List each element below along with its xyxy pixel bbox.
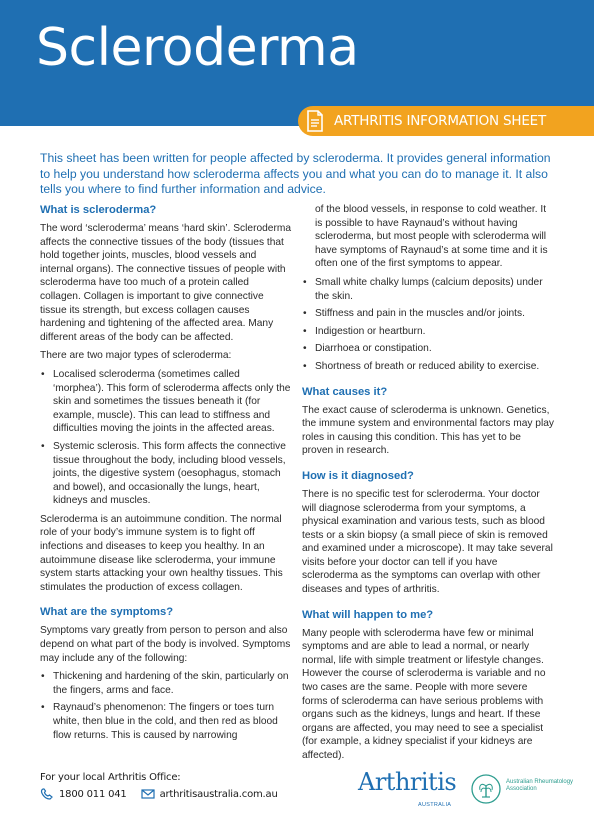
mail-icon xyxy=(141,788,155,800)
arthritis-logo-word: Arthritis xyxy=(358,768,457,796)
heading-outlook: What will happen to me? xyxy=(302,608,434,621)
paragraph: Many people with scleroderma have few or minimal symptoms and are able to lead a normal, or nearly normal, life with simple treatment or lifestyle changes. However the course of scleroderma is variable and no two cases are the same. People with more severe forms of scleroderma can have serious problems with organs such as the kidneys, lungs and heart. If these organs are affected, you may need to see a specialist (for example, a kidney specialist if your kidneys are affected). xyxy=(302,627,546,761)
list-item: • Small white chalky lumps (calcium deposits) under the skin. xyxy=(302,276,554,303)
heading-causes: What causes it? xyxy=(302,385,388,398)
arthritis-logo-sub: AUSTRALIA xyxy=(418,802,452,808)
rheumatology-tree-icon xyxy=(471,774,501,804)
arthritis-australia-logo xyxy=(358,768,458,812)
list-item: • Thickening and hardening of the skin, particularly on the fingers, arms and face. xyxy=(40,670,292,697)
paragraph: There are two major types of scleroderma: xyxy=(40,350,232,362)
right-column xyxy=(302,203,554,768)
list-item: • Raynaud’s phenomenon: The fingers or toes turn white, then blue in the cold, and then red as blood flow returns. This is caused by narrowing xyxy=(40,701,292,742)
heading-symptoms: What are the symptoms? xyxy=(40,606,174,619)
heading-what-is: What is scleroderma? xyxy=(40,204,157,216)
paragraph: Scleroderma is an autoimmune condition. The normal role of your body’s immune system is to fight off infections and diseases to keep you healthy. In an autoimmune disease like scleroderma, your immune system starts attacking your own healthy tissues. This stimulates the production of excess collagen. xyxy=(40,513,283,593)
phone-icon xyxy=(40,788,54,800)
document-icon xyxy=(306,110,324,132)
left-column xyxy=(40,203,292,747)
intro-paragraph: This sheet has been written for people affected by scleroderma. It provides general information to help you understand how scleroderma affects you and what you can do to manage it. It also tells you where to find further information and advice. xyxy=(40,151,551,196)
rheumatology-association-name: Australian Rheumatology Association xyxy=(506,779,574,792)
paragraph: The exact cause of scleroderma is unknown. Genetics, the immune system and environmental factors may play roles in causing this condition. This has yet to be proven in research. xyxy=(302,404,554,457)
info-sheet-tab xyxy=(298,106,594,136)
list-item: • Indigestion or heartburn. xyxy=(302,325,554,339)
footer-contact xyxy=(40,788,278,800)
types-list xyxy=(40,368,292,508)
list-item: • Localised scleroderma (sometimes called ‘morphea’). This form of scleroderma affects only the skin and sometimes the tissues beneath it (for example, muscle). This can lead to stiffness and difficulties moving the joints in the affected areas. xyxy=(40,368,292,436)
list-item: • Stiffness and pain in the muscles and/or joints. xyxy=(302,307,554,321)
paragraph: There is no specific test for scleroderma. Your doctor will diagnose scleroderma from your symptoms, a physical examination and various tests, such as blood tests or a skin biopsy (a small piece of skin is removed and examined under a microscope). It may take several visits before your doctor can tell if you have scleroderma as the symptoms can overlap with other diseases and types of arthritis. xyxy=(302,488,553,596)
symptoms-list-continued xyxy=(302,276,554,374)
info-sheet-label: ARTHRITIS INFORMATION SHEET xyxy=(334,113,547,129)
page-title: Scleroderma xyxy=(36,18,359,78)
list-item: • Diarrhoea or constipation. xyxy=(302,342,554,356)
list-item: • Systemic sclerosis. This form affects the connective tissue throughout the body, including blood vessels, joints, the digestive system (oesophagus, stomach and bowel), and occasionally the lungs, heart, kidneys and muscles. xyxy=(40,440,292,508)
heading-diagnosis: How is it diagnosed? xyxy=(302,469,414,482)
list-item: • Shortness of breath or reduced ability to exercise. xyxy=(302,360,554,374)
symptoms-list xyxy=(40,670,292,742)
paragraph-continued: of the blood vessels, in response to cold weather. It is possible to have Raynaud’s without having scleroderma, but most people with scleroderma will have symptoms of Raynaud’s at some time and it is often one of the first symptoms to appear. xyxy=(315,204,548,270)
footer-label: For your local Arthritis Office: xyxy=(40,772,181,783)
paragraph: The word ‘scleroderma’ means ‘hard skin’. Scleroderma affects the connective tissues of the body (tissues that hold together joints, muscles, blood vessels and internal organs). The connective tissues of people with scleroderma have too much of a protein called collagen. Collagen is important to give connective tissue its strength, but excess collagen causes hardening and tightening of the affected area. Many different areas of the body can be affected. xyxy=(40,223,292,343)
footer-website-link[interactable]: arthritisaustralia.com.au xyxy=(159,788,278,800)
paragraph: Symptoms vary greatly from person to person and also depend on what part of the body is involved. Symptoms may include any of the following: xyxy=(40,625,291,664)
footer-phone[interactable]: 1800 011 041 xyxy=(59,788,127,800)
